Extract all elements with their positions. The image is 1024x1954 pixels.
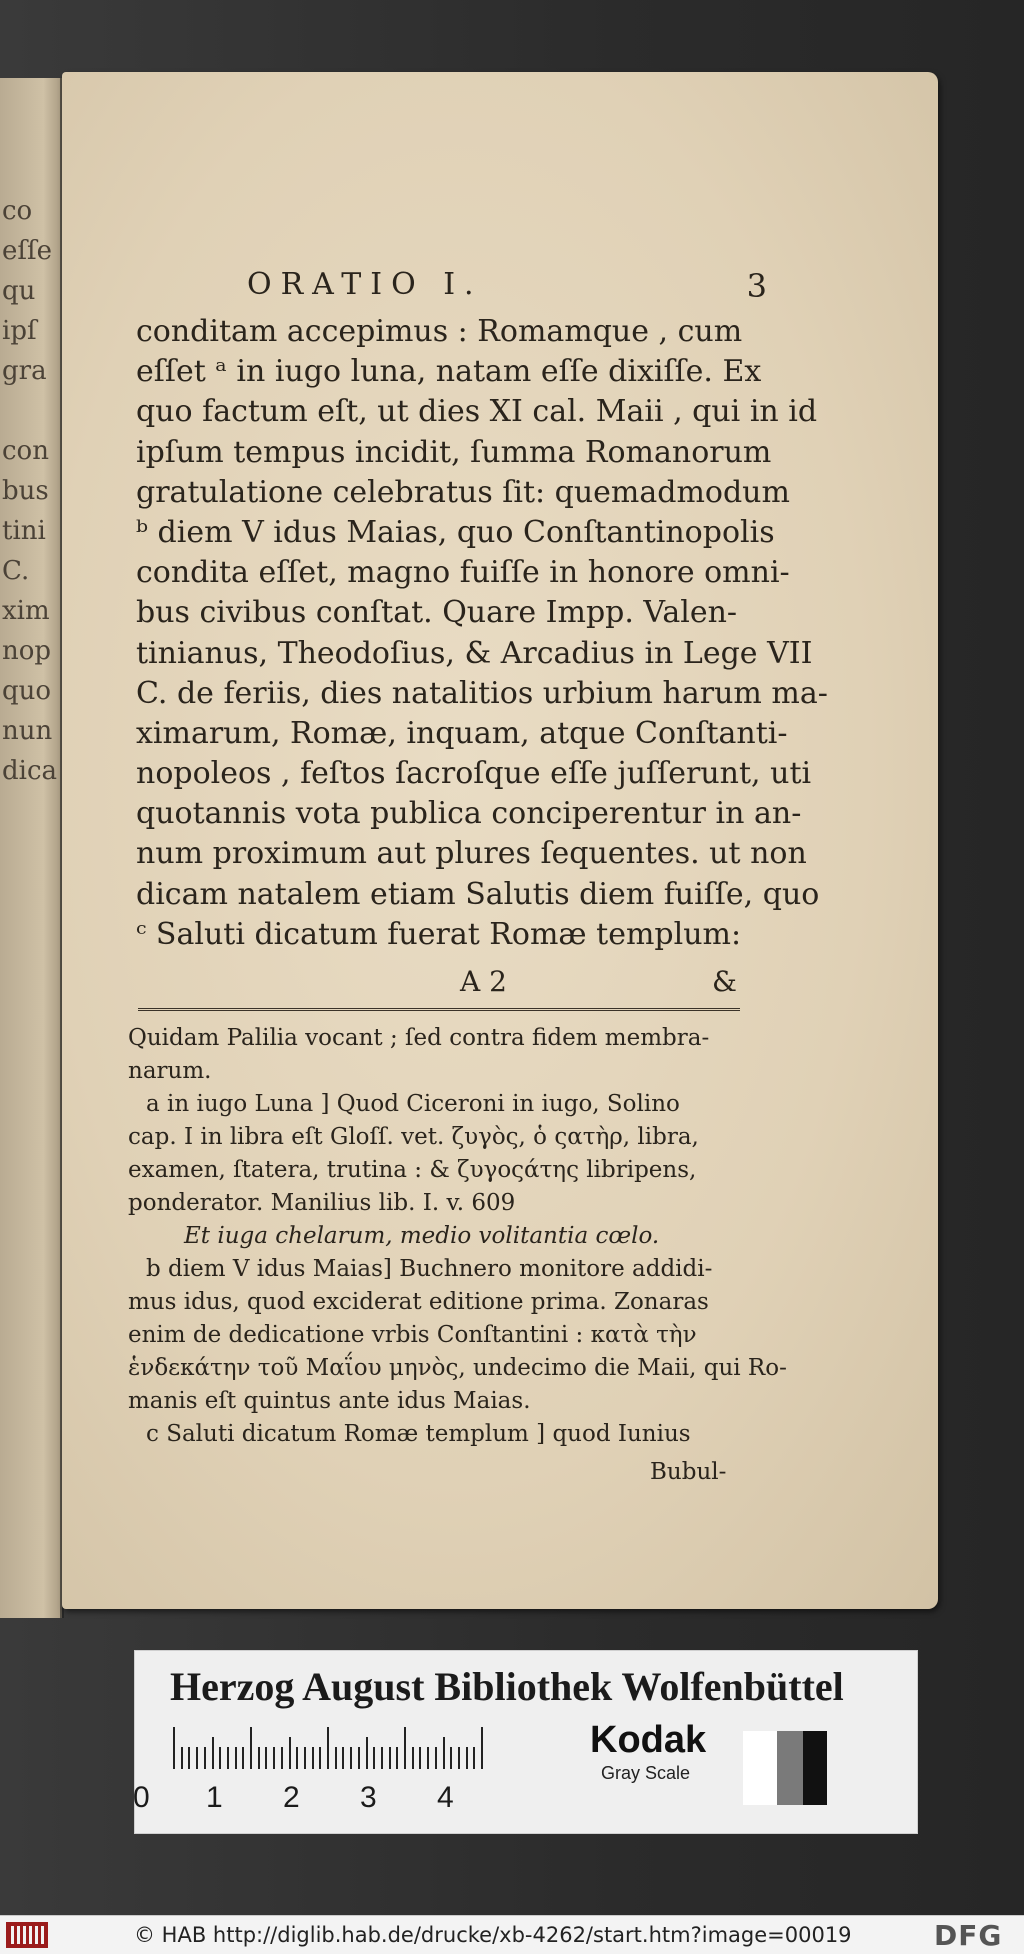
ruler-tick [373,1747,375,1769]
ruler-tick [204,1747,206,1769]
ruler-tick [396,1747,398,1769]
ruler-tick [281,1747,283,1769]
footnote-line: Et iuga chelarum, medio volitantia cœlo. [184,1223,660,1249]
text-line: eſſet ᵃ in iugo luna, natam eſſe dixiſſe. Ex [136,354,762,390]
text-line: gratulatione celebratus ſit: quemadmodum [136,474,790,510]
text-line: tinianus, Theodoſius, & Arcadius in Lege VII [136,635,813,671]
footnote-line: ἑνδεκάτην τοῦ Μαΐου μηνὸς, undecimo die Maii, qui Ro- [128,1355,787,1381]
viewer-footer [0,1915,1024,1954]
notes-catchword: Bubul- [650,1459,727,1485]
footnote-line: Quidam Palilia vocant ; ſed contra fidem membra- [128,1025,710,1051]
dfg-logo: DFG [934,1919,1003,1952]
footnote-line: ponderator. Manilius lib. I. v. 609 [128,1190,516,1216]
ruler-number: 2 [283,1781,300,1814]
ruler-tick [296,1747,298,1769]
footer-source-link[interactable]: © HAB http://diglib.hab.de/drucke/xb-4262/start.htm?image=00019 [134,1923,852,1947]
main-text-block [136,312,828,955]
ruler-tick [473,1747,475,1769]
ruler-number: 4 [437,1781,454,1814]
text-line: bus civibus conſtat. Quare Impp. Valen- [136,595,738,631]
header-title: ORATIO I. [247,267,483,302]
ruler-tick [250,1727,252,1769]
footnote-line: narum. [128,1058,212,1084]
ruler-tick [458,1747,460,1769]
ruler-tick [335,1747,337,1769]
ruler-tick [419,1747,421,1769]
catchword: & [712,965,737,998]
ruler-tick [389,1747,391,1769]
text-line: ᵇ diem V idus Maias, quo Conſtantinopolis [136,514,775,550]
text-line: num proximum aut plures ſequentes. ut non [136,836,807,872]
footnote-line: cap. I in libra eſt Gloſſ. vet. ζυγὸς, ὁ ςατὴρ, libra, [128,1124,699,1150]
text-line: dicam natalem etiam Salutis diem fuiſſe, quo [136,876,820,912]
page-number: 3 [746,267,767,305]
previous-page-edge: co eſſe qu ipſ gra con bus tini C. xim nop quo nun dica [0,78,62,1618]
grayscale-label: Gray Scale [601,1763,691,1783]
running-header [247,267,767,305]
footnote-line: examen, ſtatera, trutina : & ζυγοςάτης libripens, [128,1157,697,1183]
text-line: condita eſſet, magno fuiſſe in honore omni- [136,555,790,591]
ruler-tick [227,1747,229,1769]
ruler-tick [181,1747,183,1769]
signature-mark: A 2 [460,965,507,998]
footnotes-block [128,1022,794,1451]
text-line: conditam accepimus : Romamque , cum [136,314,743,349]
ruler-tick [173,1727,175,1769]
gray-swatch-black [803,1731,827,1805]
footnote-line: b diem V idus Maias] Buchnero monitore addidi- [146,1256,713,1282]
footnote-line: manis eſt quintus ante idus Maias. [128,1388,531,1414]
ruler-number: 1 [206,1781,223,1814]
ruler-tick [350,1747,352,1769]
ruler-tick [450,1747,452,1769]
text-line: C. de feriis, dies natalitios urbium harum ma- [136,675,828,711]
ruler-tick [427,1747,429,1769]
text-line: nopoleos , feſtos ſacroſque eſſe juſſerunt, uti [136,756,812,792]
ruler-tick [196,1747,198,1769]
ruler-tick [435,1747,437,1769]
ruler-tick [466,1747,468,1769]
ruler-tick [381,1747,383,1769]
ruler-tick [312,1747,314,1769]
ruler-tick [235,1747,237,1769]
ruler-tick [319,1747,321,1769]
gray-swatch-mid [777,1731,803,1805]
ruler-tick [327,1727,329,1769]
book-page [62,72,938,1609]
ruler-tick [265,1747,267,1769]
notes-divider [138,1008,740,1011]
ruler-tick [188,1747,190,1769]
ruler-tick [212,1737,214,1769]
footnote-line: a in iugo Luna ] Quod Ciceroni in iugo, Solino [146,1091,680,1117]
ruler-tick [242,1747,244,1769]
text-line: ximarum, Romæ, inquam, atque Conſtanti- [136,715,788,751]
ruler-number: 3 [360,1781,377,1814]
ruler-tick [443,1737,445,1769]
ruler-tick [358,1747,360,1769]
text-line: ᶜ Saluti dicatum fuerat Romæ templum: [136,916,742,952]
hab-logo-icon [6,1922,48,1948]
ruler-tick [258,1747,260,1769]
library-title: Herzog August Bibliothek Wolfenbüttel [170,1664,844,1709]
ruler-tick [219,1747,221,1769]
ruler-tick [412,1747,414,1769]
ruler-tick [481,1727,483,1769]
footnote-line: c Saluti dicatum Romæ templum ] quod Iunius [146,1421,691,1447]
ruler-tick [404,1727,406,1769]
ruler-tick [273,1747,275,1769]
ruler-tick [366,1737,368,1769]
text-line: ipſum tempus incidit, ſumma Romanorum [136,434,772,470]
color-calibration-bar [134,1650,918,1834]
text-line: quotannis vota publica conciperentur in an- [136,796,802,832]
ruler-tick [304,1747,306,1769]
text-line: quo factum eſt, ut dies XI cal. Maii , qui in id [136,394,818,430]
ruler-tick [289,1737,291,1769]
footnote-line: enim de dedicatione vrbis Conſtantini : κατὰ τὴν [128,1322,697,1348]
ruler-tick [342,1747,344,1769]
gray-swatch-white [743,1731,777,1805]
ruler-number: 0 [133,1781,150,1814]
kodak-logo: Kodak [590,1719,707,1761]
footnote-line: mus idus, quod exciderat editione prima. Zonaras [128,1289,709,1315]
